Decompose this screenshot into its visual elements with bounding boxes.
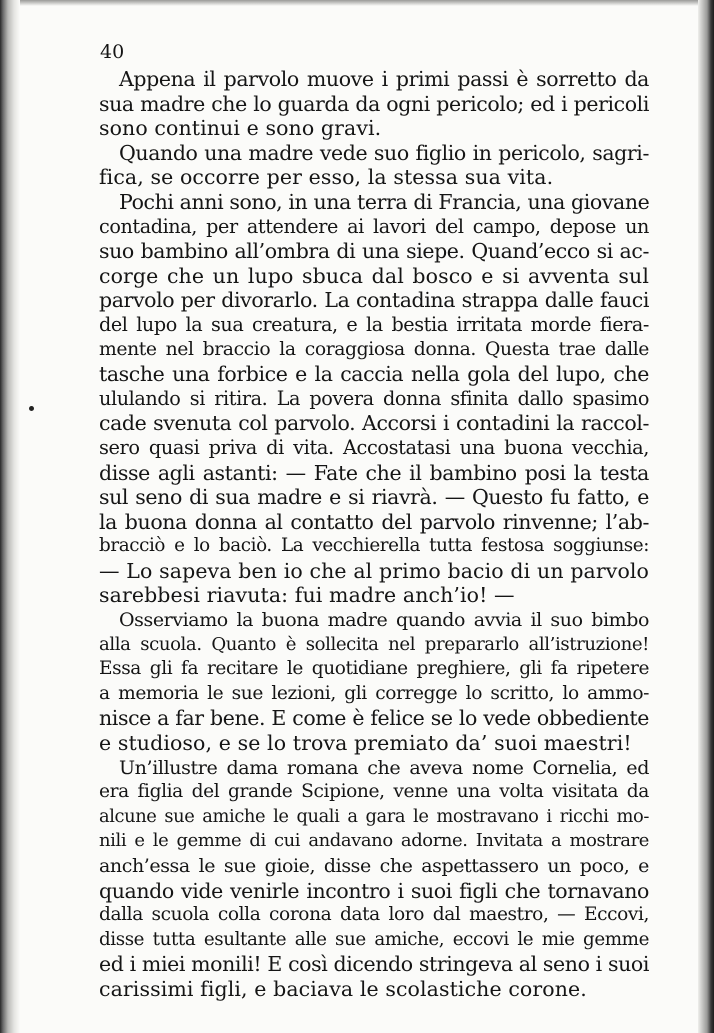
text-line: Pochi anni sono, in una terra di Francia, una giovane: [119, 189, 650, 214]
text-line: disse tutta esultante alle sue amiche, eccovi le mie gemme: [99, 928, 649, 950]
text-line: sua madre che lo guarda da ogni pericolo; ed i pericoli: [99, 91, 649, 116]
text-line: fica, se occorre per esso, la stessa sua vita.: [99, 165, 554, 190]
text-line: bracciò e lo baciò. La vecchierella tutta festosa soggiunse:: [99, 535, 649, 557]
paragraph: [99, 756, 649, 1002]
text-line: contadina, per attendere ai lavori del campo, depose un: [99, 214, 649, 238]
text-line: Appena il parvolo muove i primi passi è sorretto da: [119, 67, 649, 91]
text-line: carissimi figli, e baciava le scolastiche corone.: [99, 976, 587, 1001]
text-line: del lupo la sua creatura, e la bestia irritata morde fiera-: [99, 312, 649, 336]
text-line: sero quasi priva di vita. Accostatasi una buona vecchia,: [99, 435, 649, 459]
paragraph: [99, 608, 649, 756]
text-line: Quando una madre vede suo figlio in pericolo, sagri-: [119, 140, 649, 165]
page-left-edge: [0, 0, 20, 1033]
text-line: nisce a far bene. E come è felice se lo vede obbediente: [99, 706, 649, 731]
page-top-edge: [0, 0, 714, 6]
text-line: ed i miei monili! E così dicendo stringeva al seno i suoi: [99, 952, 649, 977]
text-line: disse agli astanti: — Fate che il bambino posi la testa: [99, 460, 649, 485]
text-line: parvolo per divorarlo. La contadina strappa dalle fauci: [99, 288, 649, 313]
page-right-edge: [698, 0, 714, 1033]
text-line: sul seno di sua madre e si riavrà. — Questo fu fatto, e: [99, 485, 649, 510]
text-line: — Lo sapeva ben io che al primo bacio di un parvolo: [99, 558, 649, 583]
page-number: 40: [100, 41, 125, 63]
text-line: Essa gli fa recitare le quotidiane preghiere, gli fa ripetere: [99, 658, 649, 680]
text-line: quando vide venirle incontro i suoi figli che tornavano: [99, 878, 649, 903]
body-text: [99, 67, 649, 1002]
text-line: cade svenuta col parvolo. Accorsi i contadini la raccol-: [99, 411, 649, 436]
text-line: era figlia del grande Scipione, venne una volta visitata da: [99, 781, 649, 803]
text-line: la buona donna al contatto del parvolo rinvenne; l’ab-: [99, 509, 649, 534]
paragraph: [99, 190, 649, 608]
paragraph: [99, 141, 649, 190]
text-line: Osserviamo la buona madre quando avvia il suo bimbo: [119, 609, 649, 632]
text-line: ululando si ritira. La povera donna sfinita dallo spasimo: [99, 386, 649, 410]
text-line: sarebbesi riavuta: fui madre anch’io! —: [99, 583, 515, 608]
text-line: dalla scuola colla corona data loro dal maestro, — Eccovi,: [99, 904, 649, 926]
text-line: Un’illustre dama romana che aveva nome Cornelia, ed: [119, 756, 649, 779]
text-line: suo bambino all’ombra di una siepe. Quand’ecco si ac-: [99, 239, 649, 264]
text-line: nili e le gemme di cui andavano adorne. Invitata a mostrare: [99, 830, 649, 852]
text-line: mente nel braccio la coraggiosa donna. Questa trae dalle: [99, 338, 649, 360]
text-line: corge che un lupo sbuca dal bosco e si avventa sul: [99, 263, 649, 288]
text-line: alla scuola. Quanto è sollecita nel prepararlo all’istruzione!: [99, 633, 649, 655]
margin-speck: [29, 406, 34, 411]
text-line: e studioso, e se lo trova premiato da’ suoi maestri!: [99, 731, 632, 756]
paragraph: [99, 67, 649, 141]
text-line: a memoria le sue lezioni, gli corregge lo scritto, lo ammo-: [99, 682, 649, 704]
text-line: alcune sue amiche le quali a gara le mostravano i ricchi mo-: [99, 805, 649, 827]
text-line: anch’essa le sue gioie, disse che aspettassero un poco, e: [99, 855, 649, 877]
text-line: tasche una forbice e la caccia nella gola del lupo, che: [99, 362, 649, 387]
text-line: sono continui e sono gravi.: [99, 116, 382, 141]
